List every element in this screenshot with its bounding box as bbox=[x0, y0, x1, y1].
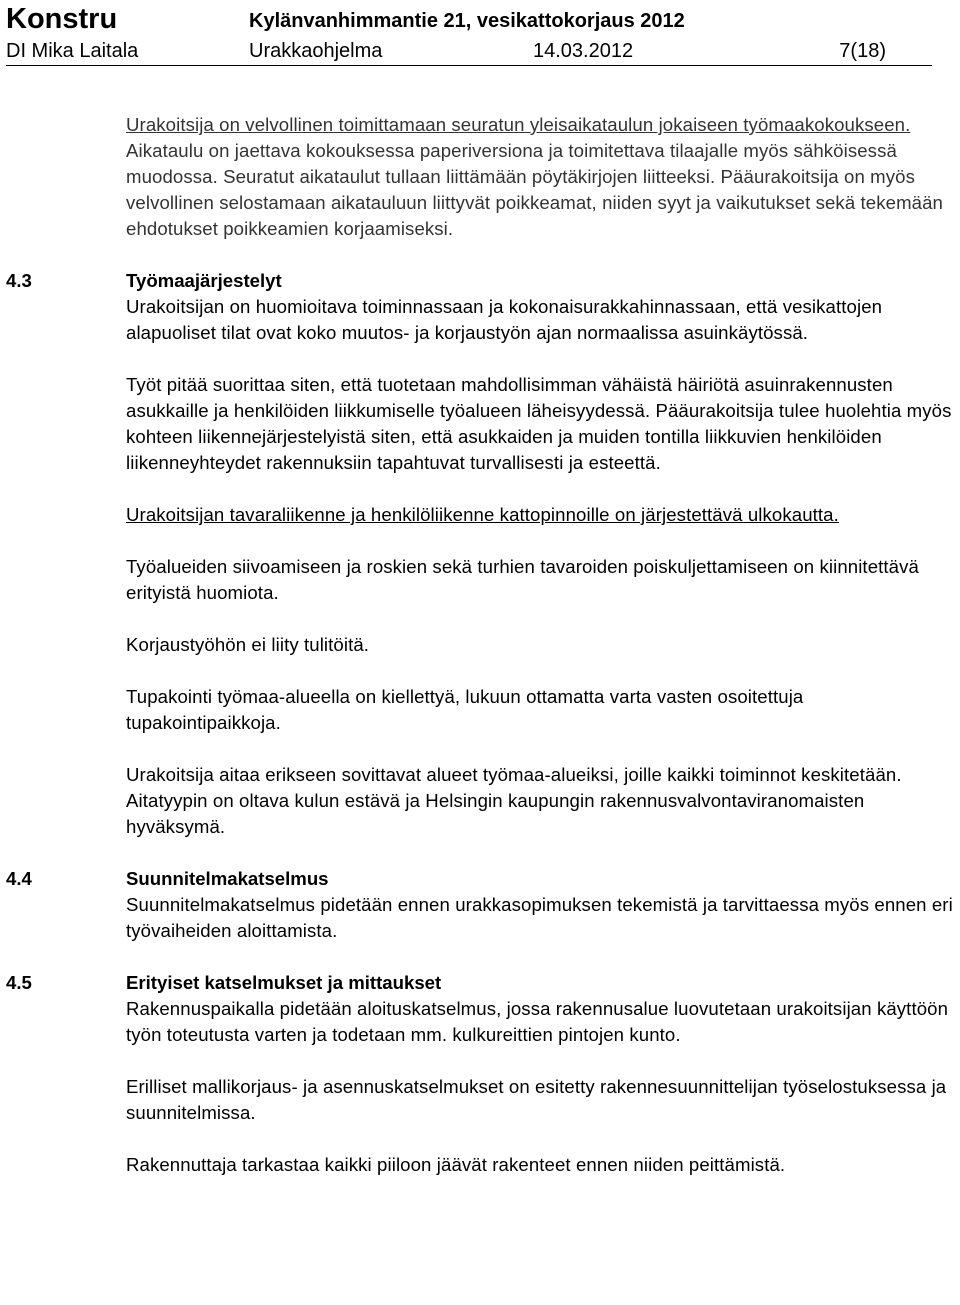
section-4-5 bbox=[0, 970, 960, 1178]
section-4-3 bbox=[0, 268, 960, 840]
company-name: Konstru bbox=[6, 3, 118, 35]
paragraph: Työalueiden siivoamiseen ja roskien sekä turhien tavaroiden poiskuljettamiseen on kiinnitettävä erityistä huomiota. bbox=[126, 556, 919, 603]
section-number: 4.4 bbox=[6, 868, 32, 889]
intro-underlined-text: Urakoitsija on velvollinen toimittamaan seuratun yleisaikataulun jokaiseen työmaakokoukseen. bbox=[126, 114, 911, 135]
document-body bbox=[0, 112, 960, 1178]
document-type: Urakkaohjelma bbox=[249, 40, 383, 62]
section-title: Erityiset katselmukset ja mittaukset bbox=[126, 972, 442, 993]
paragraph: Urakoitsija aitaa erikseen sovittavat alueet työmaa-alueiksi, joille kaikki toiminnot keskitetään. Aitatyypin on oltava kulun estävä ja Helsingin kaupungin rakennusvalvontaviranomaisten hyväksymä. bbox=[126, 764, 902, 837]
paragraph: Työt pitää suorittaa siten, että tuotetaan mahdollisimman vähäistä häiriötä asuinrakennusten asukkaille ja henkilöiden liikkumiselle työalueen läheisyydessä. Pääurakoitsija tulee huolehtia myös kohteen liikennejärjestelyistä siten, että asukkaiden ja muiden tontilla liikkuvien henkilöiden liikenneyhteydet rakennuksiin tapahtuvat turvallisesti ja esteettä. bbox=[126, 374, 952, 473]
section-number: 4.3 bbox=[6, 270, 32, 291]
paragraph: Tupakointi työmaa-alueella on kiellettyä, lukuun ottamatta varta vasten osoitettuja tupakointipaikkoja. bbox=[126, 686, 804, 733]
paragraph: Urakoitsijan on huomioitava toiminnassaan ja kokonaisurakkahinnassaan, että vesikattojen alapuoliset tilat ovat koko muutos- ja korjaustyön ajan normaalissa asuinkäytössä. bbox=[126, 296, 883, 343]
page-number: 7(18) bbox=[839, 40, 886, 62]
paragraph: Rakennuttaja tarkastaa kaikki piiloon jäävät rakenteet ennen niiden peittämistä. bbox=[126, 1154, 786, 1175]
paragraph: Suunnitelmakatselmus pidetään ennen urakkasopimuksen tekemistä ja tarvittaessa myös ennen eri työvaiheiden aloittamista. bbox=[126, 894, 953, 941]
section-title: Työmaajärjestelyt bbox=[126, 270, 282, 291]
intro-paragraph bbox=[126, 112, 960, 242]
paragraph: Korjaustyöhön ei liity tulitöitä. bbox=[126, 634, 370, 655]
document-date: 14.03.2012 bbox=[533, 40, 634, 62]
section-number: 4.5 bbox=[6, 972, 32, 993]
author-name: DI Mika Laitala bbox=[6, 40, 139, 62]
paragraph: Rakennuspaikalla pidetään aloituskatselmus, jossa rakennusalue luovutetaan urakoitsijan käyttöön työn toteutusta varten ja todetaan mm. kulkureittien pintojen kunto. bbox=[126, 998, 949, 1045]
intro-text: Aikataulu on jaettava kokouksessa paperiversiona ja toimitettava tilaajalle myös sähköisessä muodossa. Seuratut aikataulut tullaan liittämään pöytäkirjojen liitteeksi. Pääurakoitsija on myös velvollinen selostamaan aikatauluun liittyvät poikkeamat, niiden syyt ja vaikutukset sekä tekemään ehdotukset poikkeamien korjaamiseksi. bbox=[126, 140, 943, 239]
section-title: Suunnitelmakatselmus bbox=[126, 868, 329, 889]
page-header bbox=[6, 2, 932, 66]
paragraph-underlined: Urakoitsijan tavaraliikenne ja henkilöliikenne kattopinnoille on järjestettävä ulkokautta. bbox=[126, 504, 839, 525]
project-title: Kylänvanhimmantie 21, vesikattokorjaus 2012 bbox=[249, 10, 685, 32]
section-4-4 bbox=[0, 866, 960, 944]
paragraph: Erilliset mallikorjaus- ja asennuskatselmukset on esitetty rakennesuunnittelijan työselostuksessa ja suunnitelmissa. bbox=[126, 1076, 947, 1123]
header-rule bbox=[6, 65, 932, 66]
